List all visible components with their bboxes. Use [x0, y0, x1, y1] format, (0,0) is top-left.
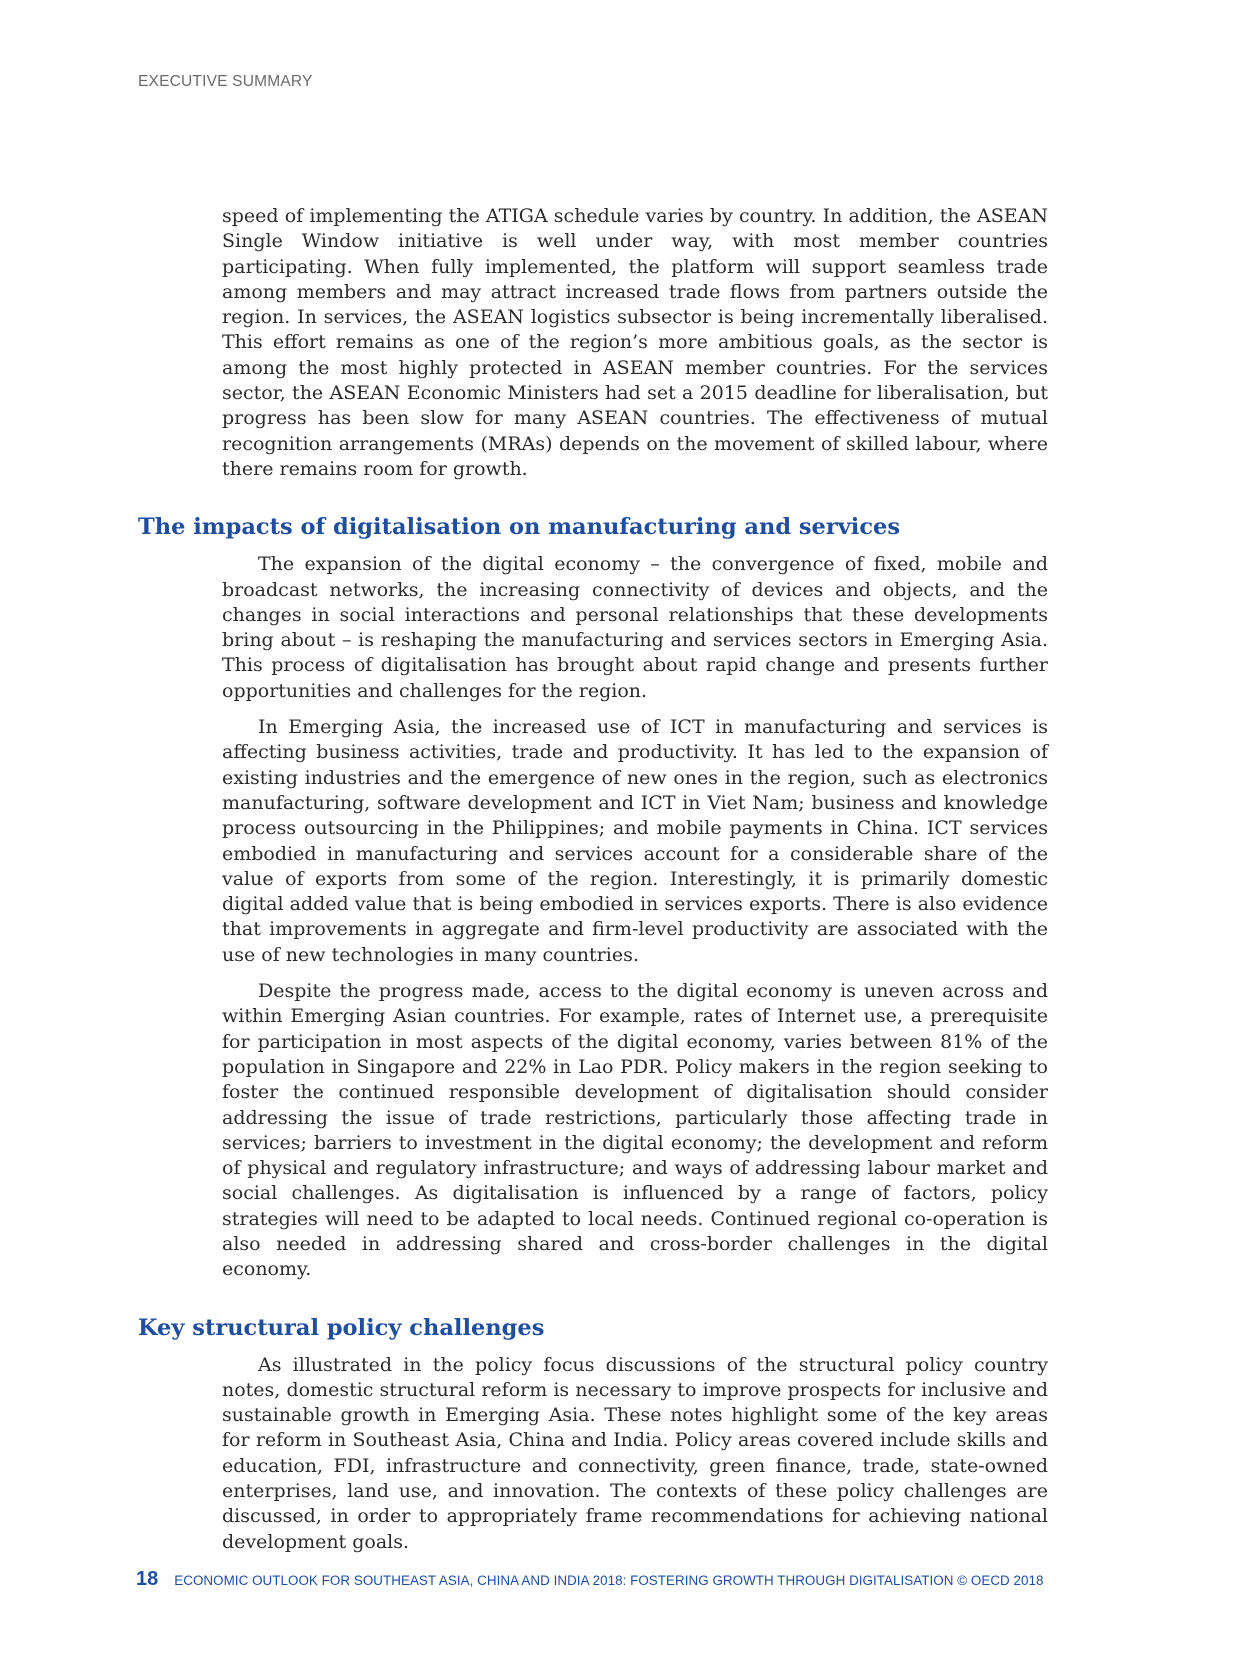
running-head: EXECUTIVE SUMMARY [138, 73, 313, 90]
digitalisation-paragraph-1: The expansion of the digital economy – the convergence of fixed, mobile and broadcast networks, the increasing connectivity of devices and objects, and the changes in social interactions and personal relationships that these developments bring about – is reshaping the manufacturing and services sectors in Emerging Asia. This process of digitalisation has brought about rapid change and presents further opportunities and challenges for the region. [222, 553, 1048, 702]
section-heading-structural-policy: Key structural policy challenges [138, 1314, 545, 1341]
publication-title: ECONOMIC OUTLOOK FOR SOUTHEAST ASIA, CHINA AND INDIA 2018: FOSTERING GROWTH THROUGH DIGITALISATION © OECD 2018 [174, 1573, 1044, 1588]
page-number: 18 [136, 1568, 159, 1590]
section-heading-digitalisation: The impacts of digitalisation on manufacturing and services [138, 514, 901, 541]
page-footer [136, 1568, 1056, 1591]
page-content [138, 204, 1048, 1555]
intro-paragraph: speed of implementing the ATIGA schedule varies by country. In addition, the ASEAN Single Window initiative is well under way, with most member countries participating. When fully implemented, the platform will support seamless trade among members and may attract increased trade flows from partners outside the region. In services, the ASEAN logistics subsector is being incrementally liberalised. This effort remains as one of the region’s more ambitious goals, as the sector is among the most highly protected in ASEAN member countries. For the services sector, the ASEAN Economic Ministers had set a 2015 deadline for liberalisation, but progress has been slow for many ASEAN countries. The effectiveness of mutual recognition arrangements (MRAs) depends on the movement of skilled labour, where there remains room for growth. [222, 205, 1048, 480]
digitalisation-paragraph-2: In Emerging Asia, the increased use of ICT in manufacturing and services is affecting business activities, trade and productivity. It has led to the expansion of existing industries and the emergence of new ones in the region, such as electronics manufacturing, software development and ICT in Viet Nam; business and knowledge process outsourcing in the Philippines; and mobile payments in China. ICT services embodied in manufacturing and services account for a considerable share of the value of exports from some of the region. Interestingly, it is primarily domestic digital added value that is being embodied in services exports. There is also evidence that improvements in aggregate and firm-level productivity are associated with the use of new technologies in many countries. [222, 716, 1048, 966]
structural-policy-paragraph-1: As illustrated in the policy focus discussions of the structural policy country notes, domestic structural reform is necessary to improve prospects for inclusive and sustainable growth in Emerging Asia. These notes highlight some of the key areas for reform in Southeast Asia, China and India. Policy areas covered include skills and education, FDI, infrastructure and connectivity, green finance, trade, state-owned enterprises, land use, and innovation. The contexts of these policy challenges are discussed, in order to appropriately frame recommendations for achieving national development goals. [222, 1353, 1048, 1553]
digitalisation-paragraph-3: Despite the progress made, access to the digital economy is uneven across and within Emerging Asian countries. For example, rates of Internet use, a prerequisite for participation in most aspects of the digital economy, varies between 81% of the population in Singapore and 22% in Lao PDR. Policy makers in the region seeking to foster the continued responsible development of digitalisation should consider addressing the issue of trade restrictions, particularly those affecting trade in services; barriers to investment in the digital economy; the development and reform of physical and regulatory infrastructure; and ways of addressing labour market and social challenges. As digitalisation is influenced by a range of factors, policy strategies will need to be adapted to local needs. Continued regional co-operation is also needed in addressing shared and cross-border challenges in the digital economy. [222, 980, 1048, 1281]
